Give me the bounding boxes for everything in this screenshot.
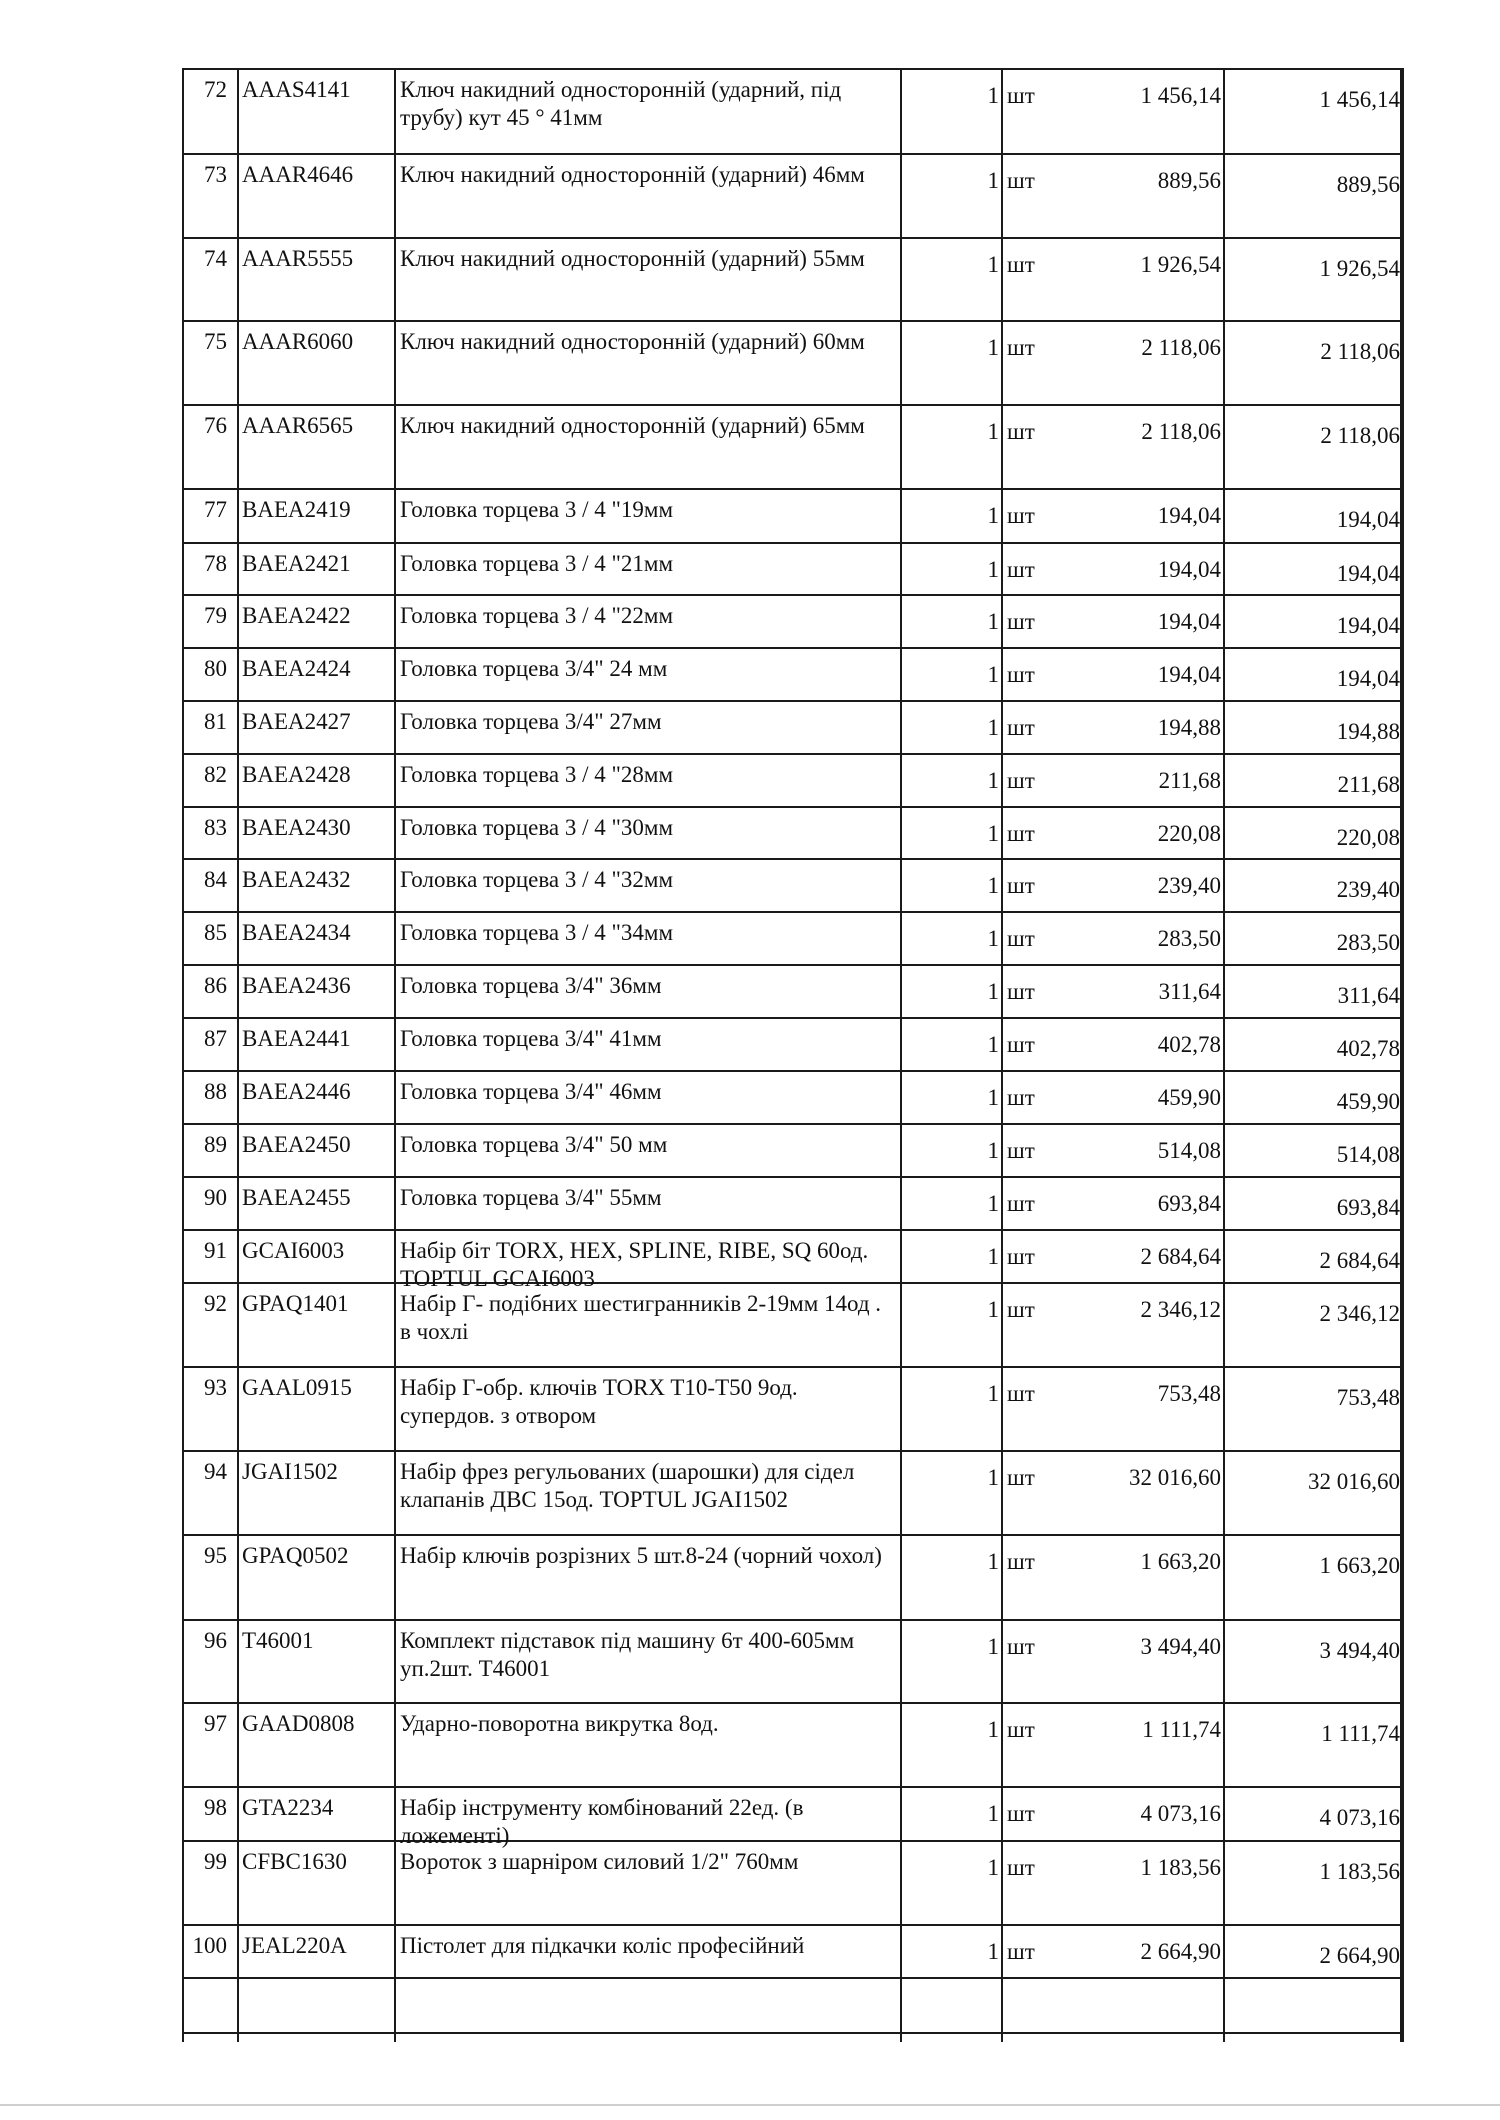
item-quantity: 1 <box>987 1138 999 1163</box>
item-price: 194,04 <box>1157 503 1221 528</box>
item-code: AAAR6060 <box>242 329 354 354</box>
grid-hline <box>182 1786 1403 1788</box>
item-price: 194,04 <box>1157 662 1221 687</box>
item-quantity: 1 <box>987 1717 999 1742</box>
item-sum: 2 664,90 <box>1319 1943 1400 1968</box>
item-quantity: 1 <box>987 1939 999 1964</box>
item-unit: шт <box>1007 1032 1035 1057</box>
item-code: GTA2234 <box>242 1795 334 1820</box>
item-name: Головка торцева 3 / 4 "34мм <box>400 920 674 945</box>
item-sum: 1 111,74 <box>1321 1721 1400 1746</box>
item-name: Комплект підставок під машину 6т 400-605мм уп.2шт. T46001 <box>400 1628 855 1681</box>
item-quantity: 1 <box>987 168 999 193</box>
item-name: Головка торцева 3 / 4 "22мм <box>400 603 674 628</box>
item-price: 2 684,64 <box>1140 1244 1221 1269</box>
item-unit: шт <box>1007 821 1035 846</box>
item-quantity: 1 <box>987 1381 999 1406</box>
item-quantity: 1 <box>987 662 999 687</box>
row-number: 90 <box>204 1185 227 1210</box>
item-quantity: 1 <box>987 252 999 277</box>
item-sum: 459,90 <box>1336 1089 1400 1114</box>
row-number: 89 <box>204 1132 227 1157</box>
grid-hline <box>182 1366 1403 1368</box>
item-price: 311,64 <box>1158 979 1221 1004</box>
item-sum: 4 073,16 <box>1319 1805 1400 1830</box>
item-code: BAEA2427 <box>242 709 351 734</box>
item-name: Головка торцева 3 / 4 "19мм <box>400 497 674 522</box>
item-sum: 3 494,40 <box>1319 1638 1400 1663</box>
item-code: T46001 <box>242 1628 314 1653</box>
row-number: 93 <box>204 1375 227 1400</box>
item-price: 194,04 <box>1157 557 1221 582</box>
item-code: BAEA2422 <box>242 603 351 628</box>
item-unit: шт <box>1007 1381 1035 1406</box>
item-quantity: 1 <box>987 979 999 1004</box>
item-unit: шт <box>1007 1801 1035 1826</box>
item-price: 220,08 <box>1157 821 1221 846</box>
item-code: BAEA2441 <box>242 1026 351 1051</box>
item-sum: 2 346,12 <box>1319 1301 1400 1326</box>
grid-vline <box>182 68 184 2042</box>
item-unit: шт <box>1007 168 1035 193</box>
item-price: 2 118,06 <box>1141 419 1221 444</box>
item-sum: 889,56 <box>1336 172 1400 197</box>
item-name: Головка торцева 3 / 4 "28мм <box>400 762 674 787</box>
item-code: GAAL0915 <box>242 1375 352 1400</box>
item-sum: 194,04 <box>1336 666 1400 691</box>
item-unit: шт <box>1007 715 1035 740</box>
item-price: 2 664,90 <box>1140 1939 1221 1964</box>
item-code: CFBC1630 <box>242 1849 347 1874</box>
grid-hline <box>182 68 1403 70</box>
item-sum: 693,84 <box>1336 1195 1400 1220</box>
grid-vline <box>1001 68 1003 2042</box>
row-number: 87 <box>204 1026 227 1051</box>
grid-hline <box>182 594 1403 596</box>
item-sum: 239,40 <box>1336 877 1400 902</box>
item-sum: 211,68 <box>1337 772 1400 797</box>
item-sum: 194,04 <box>1336 561 1400 586</box>
item-price: 459,90 <box>1157 1085 1221 1110</box>
grid-hline <box>182 1977 1403 1979</box>
grid-hline <box>182 700 1403 702</box>
grid-vline <box>237 68 239 2042</box>
item-name: Ударно-поворотна викрутка 8од. <box>400 1711 719 1736</box>
row-number: 99 <box>204 1849 227 1874</box>
item-name: Набір біт TORX, HEX, SPLINE, RIBE, SQ 60од. TOPTUL GCAI6003 <box>400 1238 869 1291</box>
grid-vline <box>1401 68 1404 2042</box>
item-price: 1 926,54 <box>1140 252 1221 277</box>
row-number: 86 <box>204 973 227 998</box>
item-unit: шт <box>1007 1549 1035 1574</box>
item-unit: шт <box>1007 1939 1035 1964</box>
item-name: Набір ключів розрізних 5 шт.8-24 (чорний чохол) <box>400 1543 882 1568</box>
item-unit: шт <box>1007 335 1035 360</box>
item-quantity: 1 <box>987 715 999 740</box>
grid-hline <box>182 1924 1403 1926</box>
item-code: GPAQ1401 <box>242 1291 349 1316</box>
item-name: Набір Г- подібних шестигранників 2-19мм 14од . в чохлі <box>400 1291 882 1344</box>
row-number: 84 <box>204 867 227 892</box>
item-price: 1 111,74 <box>1142 1717 1221 1742</box>
item-quantity: 1 <box>987 1855 999 1880</box>
row-number: 98 <box>204 1795 227 1820</box>
grid-hline <box>182 1017 1403 1019</box>
item-unit: шт <box>1007 1465 1035 1490</box>
grid-hline <box>182 237 1403 239</box>
row-number: 78 <box>204 551 227 576</box>
item-sum: 2 684,64 <box>1319 1248 1400 1273</box>
item-quantity: 1 <box>987 1191 999 1216</box>
item-price: 1 456,14 <box>1140 83 1221 108</box>
row-number: 95 <box>204 1543 227 1568</box>
item-code: AAAR5555 <box>242 246 354 271</box>
item-quantity: 1 <box>987 335 999 360</box>
row-number: 97 <box>204 1711 227 1736</box>
item-unit: шт <box>1007 1244 1035 1269</box>
item-sum: 2 118,06 <box>1320 339 1400 364</box>
item-name: Ключ накидний односторонній (ударний) 46мм <box>400 162 865 187</box>
item-quantity: 1 <box>987 1297 999 1322</box>
grid-hline <box>182 647 1403 649</box>
item-unit: шт <box>1007 609 1035 634</box>
item-sum: 402,78 <box>1336 1036 1400 1061</box>
item-name: Головка торцева 3 / 4 "32мм <box>400 867 674 892</box>
item-code: BAEA2432 <box>242 867 351 892</box>
item-sum: 194,04 <box>1336 613 1400 638</box>
item-price: 194,88 <box>1157 715 1221 740</box>
item-sum: 194,04 <box>1336 507 1400 532</box>
grid-hline <box>182 1176 1403 1178</box>
item-price: 32 016,60 <box>1129 1465 1221 1490</box>
row-number: 76 <box>204 413 227 438</box>
item-name: Набір фрез регульованих (шарошки) для сідел клапанів ДВС 15од. TOPTUL JGAI1502 <box>400 1459 855 1512</box>
row-number: 85 <box>204 920 227 945</box>
item-unit: шт <box>1007 768 1035 793</box>
item-unit: шт <box>1007 873 1035 898</box>
item-price: 514,08 <box>1157 1138 1221 1163</box>
item-price: 2 118,06 <box>1141 335 1221 360</box>
item-quantity: 1 <box>987 768 999 793</box>
row-number: 83 <box>204 815 227 840</box>
grid-hline <box>182 753 1403 755</box>
item-name: Вороток з шарніром силовий 1/2" 760мм <box>400 1849 799 1874</box>
grid-hline <box>182 1702 1403 1704</box>
grid-hline <box>182 1229 1403 1231</box>
item-code: BAEA2421 <box>242 551 351 576</box>
item-price: 753,48 <box>1157 1381 1221 1406</box>
item-sum: 311,64 <box>1337 983 1400 1008</box>
item-code: GPAQ0502 <box>242 1543 349 1568</box>
item-name: Головка торцева 3/4" 46мм <box>400 1079 662 1104</box>
row-number: 92 <box>204 1291 227 1316</box>
item-code: AAAS4141 <box>242 77 351 102</box>
grid-hline <box>182 1619 1403 1621</box>
item-name: Ключ накидний односторонній (ударний) 55мм <box>400 246 865 271</box>
item-price: 1 183,56 <box>1140 1855 1221 1880</box>
row-number: 79 <box>204 603 227 628</box>
item-sum: 514,08 <box>1336 1142 1400 1167</box>
row-number: 96 <box>204 1628 227 1653</box>
item-price: 2 346,12 <box>1140 1297 1221 1322</box>
item-price: 402,78 <box>1157 1032 1221 1057</box>
item-unit: шт <box>1007 419 1035 444</box>
item-price: 1 663,20 <box>1140 1549 1221 1574</box>
row-number: 77 <box>204 497 227 522</box>
item-name: Ключ накидний односторонній (ударний) 60мм <box>400 329 865 354</box>
item-name: Головка торцева 3/4" 50 мм <box>400 1132 668 1157</box>
item-name: Пістолет для підкачки коліс професійний <box>400 1933 805 1958</box>
grid-hline <box>182 964 1403 966</box>
grid-hline <box>182 858 1403 860</box>
grid-vline <box>1223 68 1225 2042</box>
item-quantity: 1 <box>987 1085 999 1110</box>
grid-vline <box>394 68 396 2042</box>
item-sum: 1 663,20 <box>1319 1553 1400 1578</box>
grid-hline <box>182 1534 1403 1536</box>
item-quantity: 1 <box>987 926 999 951</box>
row-number: 75 <box>204 329 227 354</box>
item-unit: шт <box>1007 1634 1035 1659</box>
item-sum: 1 926,54 <box>1319 256 1400 281</box>
grid-hline <box>182 153 1403 155</box>
item-name: Головка торцева 3/4" 27мм <box>400 709 662 734</box>
item-unit: шт <box>1007 252 1035 277</box>
item-price: 3 494,40 <box>1140 1634 1221 1659</box>
item-code: BAEA2450 <box>242 1132 351 1157</box>
grid-hline <box>182 488 1403 490</box>
item-unit: шт <box>1007 1138 1035 1163</box>
item-unit: шт <box>1007 503 1035 528</box>
item-name: Ключ накидний односторонній (ударний) 65мм <box>400 413 865 438</box>
item-quantity: 1 <box>987 419 999 444</box>
row-number: 91 <box>204 1238 227 1263</box>
item-unit: шт <box>1007 1297 1035 1322</box>
item-sum: 283,50 <box>1336 930 1400 955</box>
grid-hline <box>182 404 1403 406</box>
item-unit: шт <box>1007 1717 1035 1742</box>
item-sum: 2 118,06 <box>1320 423 1400 448</box>
item-code: BAEA2430 <box>242 815 351 840</box>
item-quantity: 1 <box>987 1549 999 1574</box>
item-name: Набір інструменту комбінований 22ед. (в ложементі) <box>400 1795 804 1848</box>
item-price: 211,68 <box>1158 768 1221 793</box>
grid-hline <box>182 806 1403 808</box>
item-name: Головка торцева 3/4" 36мм <box>400 973 662 998</box>
item-quantity: 1 <box>987 557 999 582</box>
item-code: BAEA2424 <box>242 656 351 681</box>
item-code: BAEA2419 <box>242 497 351 522</box>
item-name: Головка торцева 3/4" 55мм <box>400 1185 662 1210</box>
item-code: BAEA2446 <box>242 1079 351 1104</box>
item-unit: шт <box>1007 1085 1035 1110</box>
row-number: 72 <box>204 77 227 102</box>
page-bottom-divider <box>0 2104 1500 2106</box>
item-name: Ключ накидний односторонній (ударний, під трубу) кут 45 ° 41мм <box>400 77 842 130</box>
item-sum: 194,88 <box>1336 719 1400 744</box>
item-code: GAAD0808 <box>242 1711 355 1736</box>
item-price: 283,50 <box>1157 926 1221 951</box>
row-number: 82 <box>204 762 227 787</box>
item-quantity: 1 <box>987 609 999 634</box>
item-quantity: 1 <box>987 1032 999 1057</box>
item-name: Набір Г-обр. ключів TORX T10-T50 9од. супердов. з отвором <box>400 1375 798 1428</box>
row-number: 74 <box>204 246 227 271</box>
row-number: 81 <box>204 709 227 734</box>
item-code: BAEA2455 <box>242 1185 351 1210</box>
item-name: Головка торцева 3 / 4 "21мм <box>400 551 674 576</box>
item-name: Головка торцева 3/4" 24 мм <box>400 656 668 681</box>
item-unit: шт <box>1007 1191 1035 1216</box>
item-sum: 753,48 <box>1336 1385 1400 1410</box>
item-quantity: 1 <box>987 821 999 846</box>
row-number: 88 <box>204 1079 227 1104</box>
item-quantity: 1 <box>987 873 999 898</box>
item-unit: шт <box>1007 926 1035 951</box>
item-code: BAEA2434 <box>242 920 351 945</box>
grid-hline <box>182 320 1403 322</box>
item-price: 889,56 <box>1157 168 1221 193</box>
item-sum: 1 183,56 <box>1319 1859 1400 1884</box>
item-unit: шт <box>1007 1855 1035 1880</box>
grid-hline <box>182 2032 1403 2034</box>
row-number: 73 <box>204 162 227 187</box>
grid-hline <box>182 1123 1403 1125</box>
item-quantity: 1 <box>987 1244 999 1269</box>
grid-hline <box>182 542 1403 544</box>
grid-hline <box>182 1450 1403 1452</box>
item-code: JEAL220A <box>242 1933 347 1958</box>
item-code: BAEA2428 <box>242 762 351 787</box>
item-quantity: 1 <box>987 83 999 108</box>
item-price: 693,84 <box>1157 1191 1221 1216</box>
row-number: 94 <box>204 1459 227 1484</box>
item-code: AAAR4646 <box>242 162 354 187</box>
item-sum: 220,08 <box>1336 825 1400 850</box>
item-code: AAAR6565 <box>242 413 354 438</box>
item-price: 194,04 <box>1157 609 1221 634</box>
item-code: JGAI1502 <box>242 1459 338 1484</box>
row-number: 80 <box>204 656 227 681</box>
item-unit: шт <box>1007 979 1035 1004</box>
item-unit: шт <box>1007 557 1035 582</box>
item-code: BAEA2436 <box>242 973 351 998</box>
item-quantity: 1 <box>987 1634 999 1659</box>
grid-hline <box>182 1070 1403 1072</box>
item-sum: 1 456,14 <box>1319 87 1400 112</box>
item-unit: шт <box>1007 662 1035 687</box>
grid-hline <box>182 911 1403 913</box>
item-quantity: 1 <box>987 1801 999 1826</box>
item-code: GCAI6003 <box>242 1238 345 1263</box>
item-quantity: 1 <box>987 1465 999 1490</box>
item-price: 4 073,16 <box>1140 1801 1221 1826</box>
item-quantity: 1 <box>987 503 999 528</box>
row-number: 100 <box>192 1933 227 1958</box>
item-sum: 32 016,60 <box>1308 1469 1400 1494</box>
item-unit: шт <box>1007 83 1035 108</box>
item-name: Головка торцева 3/4" 41мм <box>400 1026 662 1051</box>
item-name: Головка торцева 3 / 4 "30мм <box>400 815 674 840</box>
item-price: 239,40 <box>1157 873 1221 898</box>
